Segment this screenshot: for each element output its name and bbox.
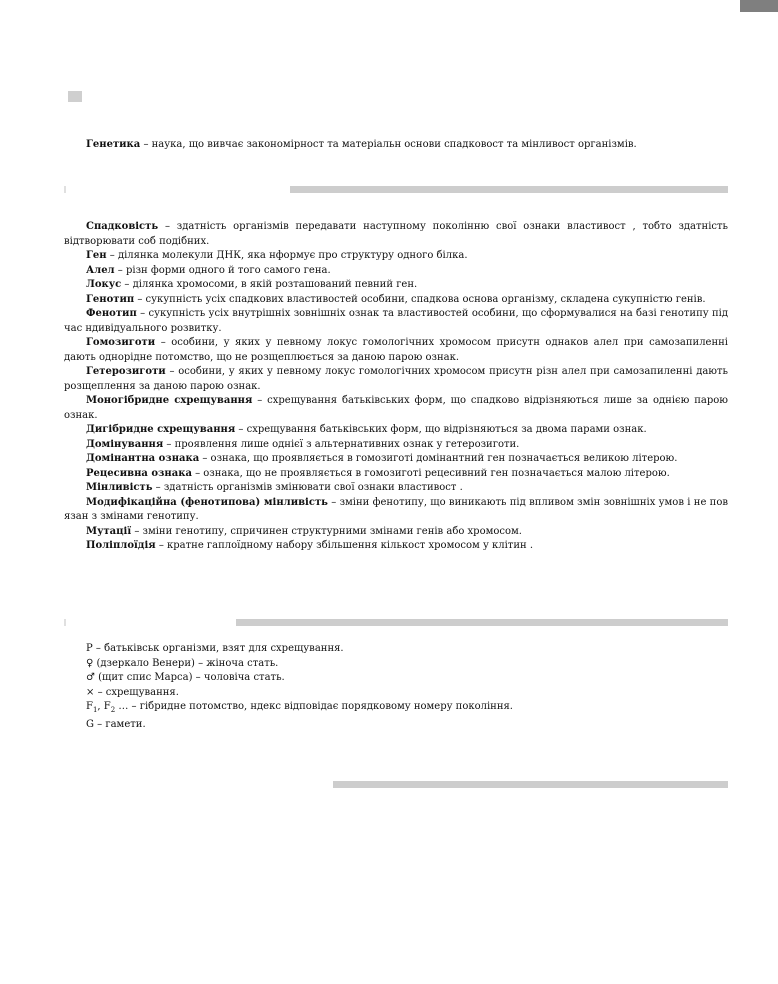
definition-text: – здатність організмів передавати наступному поколінню свої ознаки властивост , тобто здатність відтворювати соб подібних.	[64, 221, 728, 247]
definition-text: – різн форми одного й того самого гена.	[114, 264, 331, 276]
definition-item	[64, 365, 728, 394]
definition-text: – схрещування батьківських форм, що спадково відрізняються лише за однією парою ознак.	[64, 395, 728, 421]
symbol-row: ♀ (дзеркало Венери) – жіноча стать.	[86, 657, 279, 669]
definition-term: Рецесивна ознака	[86, 467, 192, 479]
definition-item	[64, 278, 728, 293]
definition-item	[64, 438, 728, 453]
definition-item	[64, 336, 728, 365]
section-marker	[68, 91, 82, 102]
definition-term: Алел	[86, 264, 115, 276]
definition-term: Моногібридне схрещування	[86, 395, 253, 406]
definition-item	[64, 394, 728, 423]
definition-term: Генотип	[86, 293, 135, 305]
definition-text: – кратне гаплоїдному набору збільшення кількост хромосом у клітин .	[155, 540, 534, 551]
definition-term: Ген	[86, 250, 107, 261]
symbol-row: $F_1$, $F_2$ … – гібридне потомство, ндекс відповідає порядковому номеру покоління.	[86, 701, 513, 714]
definition-text: – проявлення лише однієї з альтернативних ознак у гетерозиготи.	[163, 438, 520, 450]
definition-item	[64, 264, 728, 279]
definition-term: Спадковість	[86, 221, 159, 232]
definition-text: – здатність організмів змінювати свої ознаки властивост .	[152, 482, 463, 493]
definition-item	[64, 496, 728, 525]
definition-term: Гетерозиготи	[86, 366, 166, 377]
definition-text: – зміни генотипу, спричинен структурними змінами генів або хромосом.	[131, 525, 522, 537]
symbol-row: P – батьківськ організми, взят для схрещування.	[86, 643, 344, 654]
definition-text: – особини, у яких у певному локус гомологічних хромосом присутн однаков алел при самозапиленні дають однорідне потомство, що не розщеплюється за даною парою ознак.	[64, 337, 728, 363]
definition-item	[64, 249, 728, 264]
definition-text: – сукупність усіх спадкових властивостей особини, спадкова основа організму, складена сукупністю генів.	[134, 293, 706, 305]
definition-item	[64, 539, 728, 554]
symbol-row: × – схрещування.	[86, 686, 179, 698]
symbols-list	[86, 642, 728, 732]
intro-text: – наука, що вивчає закономірност та матеріальн основи спадковост та мінливост організмів.	[140, 139, 637, 150]
definition-text: – схрещування батьківських форм, що відрізняються за двома парами ознак.	[235, 424, 647, 435]
definition-item	[64, 423, 728, 438]
definition-item	[64, 467, 728, 482]
page-corner-tab	[740, 0, 778, 12]
symbol-row: ♂ (щит спис Марса) – чоловіча стать.	[86, 672, 285, 683]
section-rule-3	[333, 781, 728, 788]
definition-term: Мутації	[86, 525, 132, 537]
definition-text: – ознака, що проявляється в гомозиготі домінантний ген позначається великою літерою.	[199, 453, 678, 464]
definition-term: Мінливість	[86, 482, 153, 493]
definition-term: Фенотип	[86, 308, 137, 319]
definition-item	[64, 525, 728, 540]
definition-term: Локус	[86, 279, 122, 290]
definition-text: – ознака, що не проявляється в гомозиготі рецесивний ген позначається малою літерою.	[191, 467, 670, 479]
definition-term: Дигібридне схрещування	[86, 424, 236, 435]
section-rule-2	[236, 619, 728, 626]
definition-term: Поліплоїдія	[86, 540, 156, 551]
definition-text: – ділянка хромосоми, в якій розташований певний ген.	[121, 279, 418, 290]
definition-term: Домінування	[86, 438, 164, 450]
definition-term: Модифікаційна (фенотипова) мінливість	[86, 496, 328, 508]
intro-paragraph	[64, 138, 728, 153]
definition-term: Гомозиготи	[86, 337, 156, 348]
definition-text: – сукупність усіх внутрішніх зовнішніх ознак та властивостей особини, що сформувалися на базі генотипу під час ндивідуального розвитку.	[64, 308, 728, 334]
rule-start-mark	[64, 186, 66, 193]
definition-item	[64, 452, 728, 467]
definition-term: Домінантна ознака	[86, 453, 200, 464]
definition-item	[64, 220, 728, 249]
definitions-list	[64, 220, 728, 554]
definition-text: – зміни фенотипу, що виникають під впливом змін зовнішніх умов і не пов язан з змінами генотипу.	[64, 496, 728, 522]
section-rule-1	[290, 186, 728, 193]
definition-text: – ділянка молекули ДНК, яка нформує про структуру одного білка.	[106, 250, 468, 261]
rule-start-mark	[64, 619, 66, 626]
symbol-row: G – гамети.	[86, 718, 146, 730]
definition-item	[64, 307, 728, 336]
definition-text: – особини, у яких у певному локус гомологічних хромосом присутн різн алел при самозапиленні дають розщеплення за даною парою ознак.	[64, 366, 728, 392]
definition-item	[64, 293, 728, 308]
intro-term: Генетика	[86, 139, 141, 150]
definition-item	[64, 481, 728, 496]
